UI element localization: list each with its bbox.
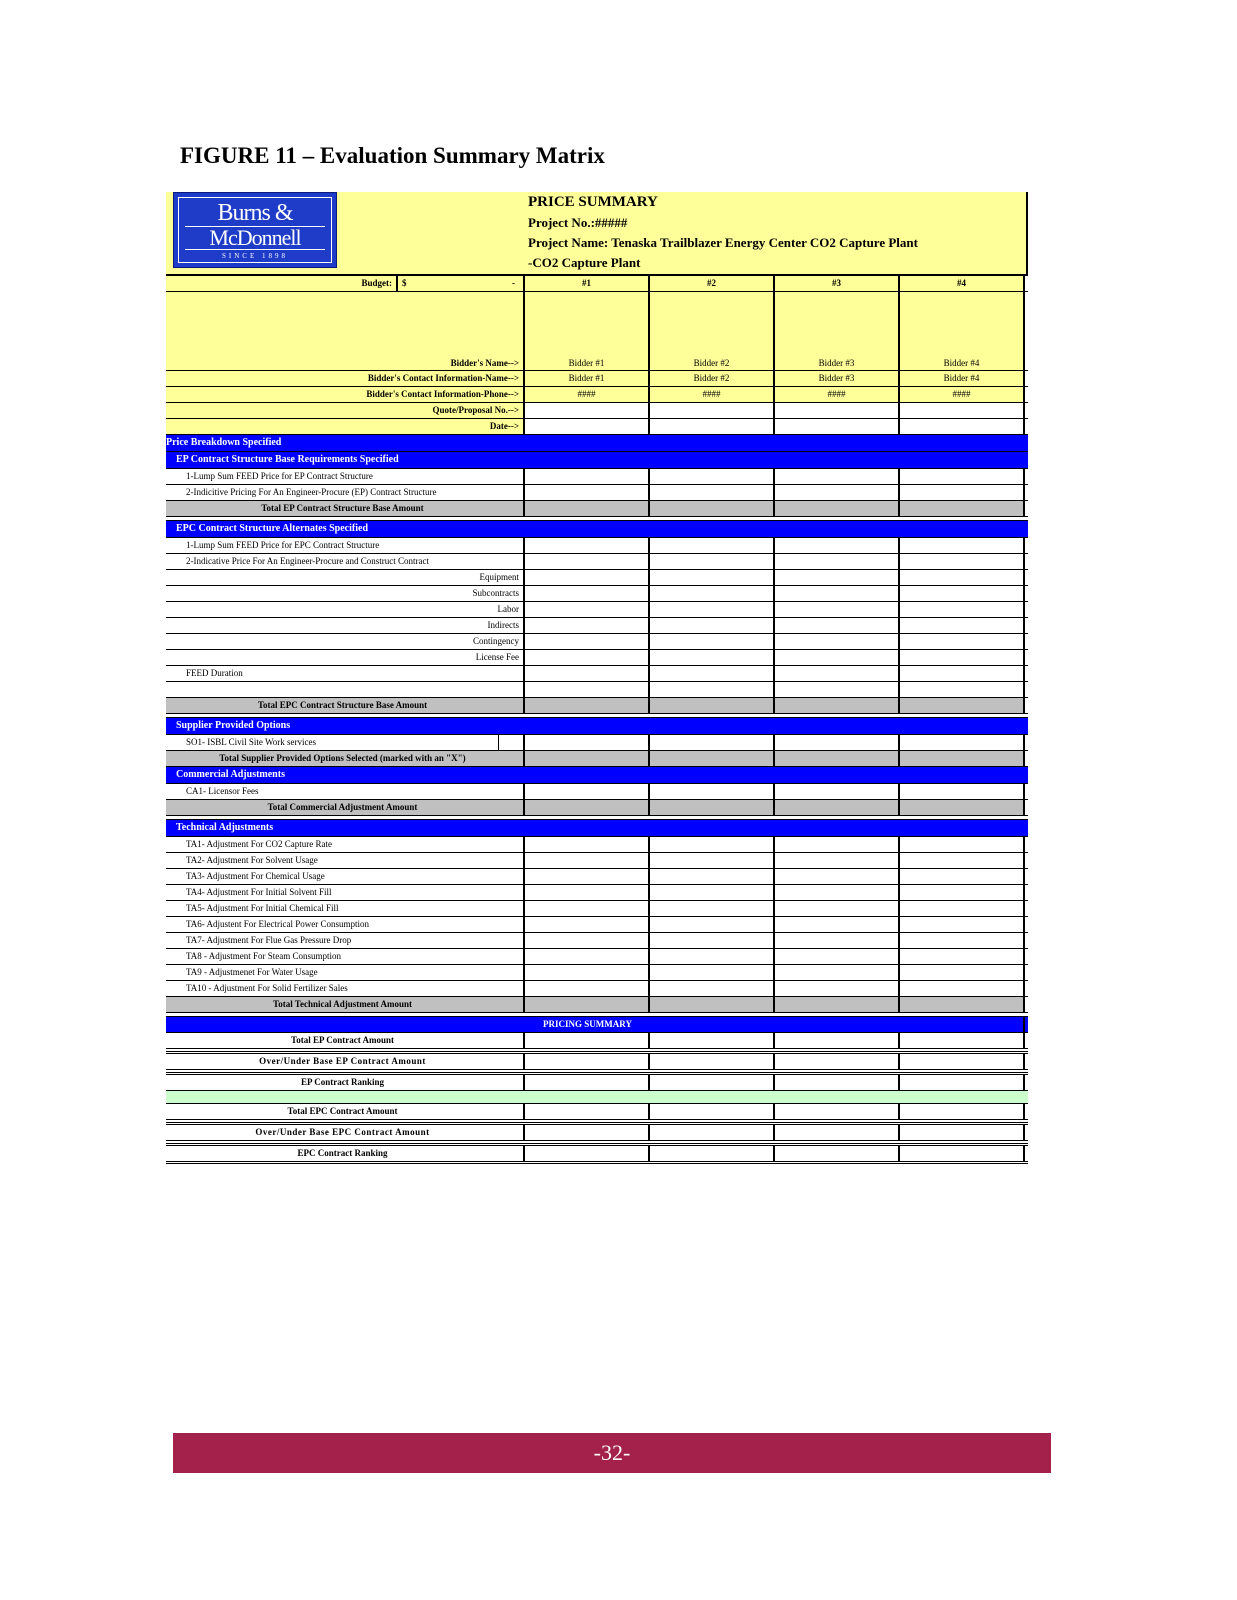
bidder-cell: [525, 650, 650, 665]
bidder-cell: [900, 735, 1025, 750]
contact-name-row: [166, 371, 1028, 387]
bidder-cell: [775, 837, 900, 852]
commercial-header: Commercial Adjustments: [166, 767, 1028, 784]
epc-ranking-label: EPC Contract Ranking: [166, 1146, 525, 1161]
over-under-ep-label: Over/Under Base EP Contract Amount: [166, 1054, 525, 1069]
technical-item-label: TA4- Adjustment For Initial Solvent Fill: [186, 887, 332, 897]
bidder-cell: [525, 618, 650, 633]
technical-item-label: TA9 - Adjustmenet For Water Usage: [186, 967, 318, 977]
bidder-cell: [650, 586, 775, 601]
bidder-cell: [650, 469, 775, 484]
total-epc-row: [166, 1104, 1028, 1120]
technical-total-row: [166, 997, 1028, 1013]
supplier-total-row: [166, 751, 1028, 767]
ep-base-header: EP Contract Structure Base Requirements Specified: [166, 452, 1028, 469]
price-summary-title: PRICE SUMMARY: [528, 194, 658, 210]
bidder-cell: [525, 901, 650, 916]
commercial-total-row: [166, 800, 1028, 816]
column-header: #4: [900, 276, 1025, 291]
quote-row: [166, 403, 1028, 419]
ep-total-row: [166, 501, 1028, 517]
supplier-item-row: [166, 735, 1028, 751]
epc-sub-item-label: Subcontracts: [472, 588, 519, 598]
epc-sub-item-label: Contingency: [473, 636, 519, 646]
bidder-cell: [775, 885, 900, 900]
technical-item-label: TA7- Adjustment For Flue Gas Pressure Drop: [186, 935, 352, 945]
epc-alt-header: EPC Contract Structure Alternates Specified: [166, 521, 1028, 538]
epc-sub-item-row: [166, 570, 1028, 586]
bidder-cell: [650, 554, 775, 569]
logo-line-1: Burns &: [217, 200, 293, 226]
bidder-cell: [900, 554, 1025, 569]
supplier-item-label: SO1- ISBL Civil Site Work services: [186, 737, 317, 747]
bidder-cell: [900, 618, 1025, 633]
bidder-cell: [775, 933, 900, 948]
contact-name-cell: Bidder #3: [775, 371, 900, 386]
bidder-cell: [775, 735, 900, 750]
bidder-cell: [525, 869, 650, 884]
bidder-name-row: [166, 292, 1028, 371]
page-number: -32-: [173, 1433, 1051, 1473]
bidder-cell: [525, 933, 650, 948]
technical-item-label: TA1- Adjustment For CO2 Capture Rate: [186, 839, 333, 849]
project-name-cont: -CO2 Capture Plant: [528, 255, 641, 270]
epc-item-row: [166, 538, 1028, 554]
technical-item-row: [166, 853, 1028, 869]
bidder-cell: [650, 837, 775, 852]
epc-total-row: [166, 698, 1028, 714]
bidder-cell: [900, 869, 1025, 884]
technical-item-row: [166, 981, 1028, 997]
bidder-cell: [650, 735, 775, 750]
technical-item-row: [166, 949, 1028, 965]
bidder-cell: [900, 650, 1025, 665]
bidder-cell: [775, 469, 900, 484]
bidder-cell: [650, 634, 775, 649]
bidder-cell: [775, 538, 900, 553]
budget-currency: $: [402, 278, 407, 288]
column-header: #3: [775, 276, 900, 291]
total-ep-row: [166, 1033, 1028, 1049]
bidder-cell: [775, 570, 900, 585]
bidder-cell: [525, 538, 650, 553]
bidder-cell: [650, 784, 775, 799]
budget-label: Budget:: [166, 276, 398, 291]
bidder-name-label: Bidder's Name-->: [450, 358, 519, 368]
date-row: [166, 419, 1028, 435]
bidder-cell: [775, 602, 900, 617]
technical-item-row: [166, 837, 1028, 853]
bidder-cell: [775, 869, 900, 884]
contact-name-cell: Bidder #4: [900, 371, 1025, 386]
bidder-cell: [525, 885, 650, 900]
ep-item-row: [166, 469, 1028, 485]
blank-row: [166, 682, 1028, 698]
bidder-cell: [900, 485, 1025, 500]
bidder-cell: [650, 853, 775, 868]
bidder-cell: [900, 981, 1025, 996]
bidder-cell: [775, 485, 900, 500]
contact-phone-cell: ####: [775, 387, 900, 402]
epc-sub-item-row: [166, 618, 1028, 634]
bidder-cell: [900, 469, 1025, 484]
selection-box[interactable]: [498, 735, 519, 750]
bidder-cell: [775, 965, 900, 980]
contact-phone-label: Bidder's Contact Information-Phone-->: [166, 387, 525, 402]
bidder-cell: [650, 869, 775, 884]
ep-ranking-row: [166, 1075, 1028, 1091]
budget-value: -: [512, 278, 515, 288]
technical-item-label: TA5- Adjustment For Initial Chemical Fill: [186, 903, 339, 913]
commercial-item-row: [166, 784, 1028, 800]
technical-item-label: TA2- Adjustment For Solvent Usage: [186, 855, 318, 865]
bidder-cell: [525, 965, 650, 980]
bidder-cell: [900, 570, 1025, 585]
project-name: Project Name: Tenaska Trailblazer Energy Center CO2 Capture Plant: [528, 235, 918, 250]
matrix-header: [166, 192, 1028, 274]
epc-item-label: 1-Lump Sum FEED Price for EPC Contract Structure: [186, 540, 380, 550]
bidder-cell: [900, 933, 1025, 948]
logo-line-2: McDonnell: [185, 226, 325, 250]
bidder-cell: [900, 885, 1025, 900]
epc-total-label: Total EPC Contract Structure Base Amount: [166, 698, 525, 713]
bidder-cell: [525, 634, 650, 649]
evaluation-matrix: [166, 192, 1028, 1164]
ep-ranking-label: EP Contract Ranking: [166, 1075, 525, 1090]
bidder-cell: [525, 853, 650, 868]
epc-sub-item-row: [166, 634, 1028, 650]
bidder-cell: [525, 837, 650, 852]
bidder-cell: [900, 917, 1025, 932]
technical-item-label: TA6- Adjustent For Electrical Power Consumption: [186, 919, 370, 929]
bidder-cell: [650, 949, 775, 964]
company-logo: [173, 192, 337, 268]
contact-phone-cell: ####: [525, 387, 650, 402]
project-number: Project No.:#####: [528, 215, 628, 230]
bidder-cell: [775, 554, 900, 569]
supplier-total-label: Total Supplier Provided Options Selected (marked with an "X"): [166, 751, 525, 766]
separator-row: [166, 1091, 1028, 1104]
bidder-cell: [525, 949, 650, 964]
bidder-name-cell: Bidder #2: [693, 358, 730, 368]
technical-item-row: [166, 869, 1028, 885]
technical-item-label: TA3- Adjustment For Chemical Usage: [186, 871, 325, 881]
bidder-cell: [525, 570, 650, 585]
bidder-cell: [650, 901, 775, 916]
over-under-epc-row: [166, 1125, 1028, 1141]
bidder-cell: [900, 965, 1025, 980]
technical-total-label: Total Technical Adjustment Amount: [166, 997, 525, 1012]
bidder-cell: [650, 981, 775, 996]
bidder-cell: [775, 853, 900, 868]
epc-sub-item-label: Equipment: [479, 572, 519, 582]
bidder-cell: [525, 554, 650, 569]
commercial-total-label: Total Commercial Adjustment Amount: [166, 800, 525, 815]
bidder-cell: [775, 586, 900, 601]
epc-ranking-row: [166, 1146, 1028, 1164]
bidder-cell: [650, 917, 775, 932]
pricing-summary-label: PRICING SUMMARY: [543, 1019, 632, 1029]
ep-item-row: [166, 485, 1028, 501]
bidder-cell: [900, 634, 1025, 649]
bidder-cell: [775, 917, 900, 932]
over-under-ep-row: [166, 1054, 1028, 1070]
bidder-cell: [650, 965, 775, 980]
bidder-cell: [900, 538, 1025, 553]
technical-item-row: [166, 965, 1028, 981]
epc-sub-item-row: [166, 650, 1028, 666]
bidder-cell: [900, 949, 1025, 964]
bidder-cell: [775, 949, 900, 964]
contact-phone-cell: ####: [650, 387, 775, 402]
column-header: #1: [525, 276, 650, 291]
price-breakdown-header: Price Breakdown Specified: [166, 435, 1028, 452]
feed-duration-row: [166, 666, 1028, 682]
bidder-cell: [525, 784, 650, 799]
bidder-cell: [650, 570, 775, 585]
total-ep-label: Total EP Contract Amount: [166, 1033, 525, 1048]
supplier-header: Supplier Provided Options: [166, 718, 1028, 735]
bidder-cell: [525, 586, 650, 601]
bidder-cell: [650, 485, 775, 500]
bidder-cell: [525, 917, 650, 932]
technical-item-row: [166, 901, 1028, 917]
bidder-cell: [525, 469, 650, 484]
date-label: Date-->: [166, 419, 525, 434]
epc-sub-item-row: [166, 586, 1028, 602]
bidder-name-cell: Bidder #3: [818, 358, 855, 368]
total-epc-label: Total EPC Contract Amount: [166, 1104, 525, 1119]
bidder-cell: [775, 618, 900, 633]
ep-total-label: Total EP Contract Structure Base Amount: [166, 501, 525, 516]
bidder-cell: [775, 901, 900, 916]
contact-name-cell: Bidder #2: [650, 371, 775, 386]
ep-item-label: 1-Lump Sum FEED Price for EP Contract Structure: [186, 471, 373, 481]
bidder-cell: [900, 602, 1025, 617]
technical-item-label: TA10 - Adjustment For Solid Fertilizer Sales: [186, 983, 348, 993]
header-text: [528, 192, 918, 273]
epc-sub-item-label: License Fee: [475, 652, 519, 662]
epc-sub-item-row: [166, 602, 1028, 618]
bidder-cell: [650, 602, 775, 617]
bidder-cell: [900, 853, 1025, 868]
bidder-cell: [525, 485, 650, 500]
bidder-cell: [525, 602, 650, 617]
technical-item-row: [166, 917, 1028, 933]
bidder-cell: [900, 586, 1025, 601]
over-under-epc-label: Over/Under Base EPC Contract Amount: [166, 1125, 525, 1140]
bidder-cell: [775, 634, 900, 649]
epc-item-row: [166, 554, 1028, 570]
epc-item-label: 2-Indicative Price For An Engineer-Procure and Construct Contract: [186, 556, 429, 566]
column-header: #2: [650, 276, 775, 291]
bidder-cell: [650, 650, 775, 665]
bidder-cell: [900, 901, 1025, 916]
bidder-name-cell: Bidder #1: [568, 358, 605, 368]
bidder-cell: [525, 981, 650, 996]
feed-duration-label: FEED Duration: [166, 666, 525, 681]
contact-phone-cell: ####: [900, 387, 1025, 402]
bidder-cell: [650, 538, 775, 553]
contact-name-label: Bidder's Contact Information-Name-->: [166, 371, 525, 386]
contact-name-cell: Bidder #1: [525, 371, 650, 386]
bidder-cell: [775, 784, 900, 799]
technical-item-row: [166, 885, 1028, 901]
bidder-cell: [900, 784, 1025, 799]
logo-line-3: SINCE 1898: [222, 252, 288, 260]
pricing-summary-header: [166, 1017, 1028, 1033]
bidder-cell: [775, 650, 900, 665]
technical-header: Technical Adjustments: [166, 820, 1028, 837]
epc-sub-item-label: Labor: [497, 604, 519, 614]
bidder-cell: [650, 933, 775, 948]
ep-item-label: 2-Indicitive Pricing For An Engineer-Procure (EP) Contract Structure: [186, 487, 437, 497]
figure-title: FIGURE 11 – Evaluation Summary Matrix: [180, 143, 605, 168]
technical-item-row: [166, 933, 1028, 949]
epc-sub-item-label: Indirects: [487, 620, 519, 630]
bidder-cell: [900, 837, 1025, 852]
bidder-name-cell: Bidder #4: [943, 358, 980, 368]
quote-label: Quote/Proposal No.-->: [166, 403, 525, 418]
bidder-cell: [650, 885, 775, 900]
commercial-item-label: CA1- Licensor Fees: [186, 786, 259, 796]
bidder-cell: [775, 981, 900, 996]
bidder-cell: [525, 735, 650, 750]
bidder-cell: [650, 618, 775, 633]
budget-row: [166, 274, 1028, 292]
technical-item-label: TA8 - Adjustment For Steam Consumption: [186, 951, 342, 961]
contact-phone-row: [166, 387, 1028, 403]
